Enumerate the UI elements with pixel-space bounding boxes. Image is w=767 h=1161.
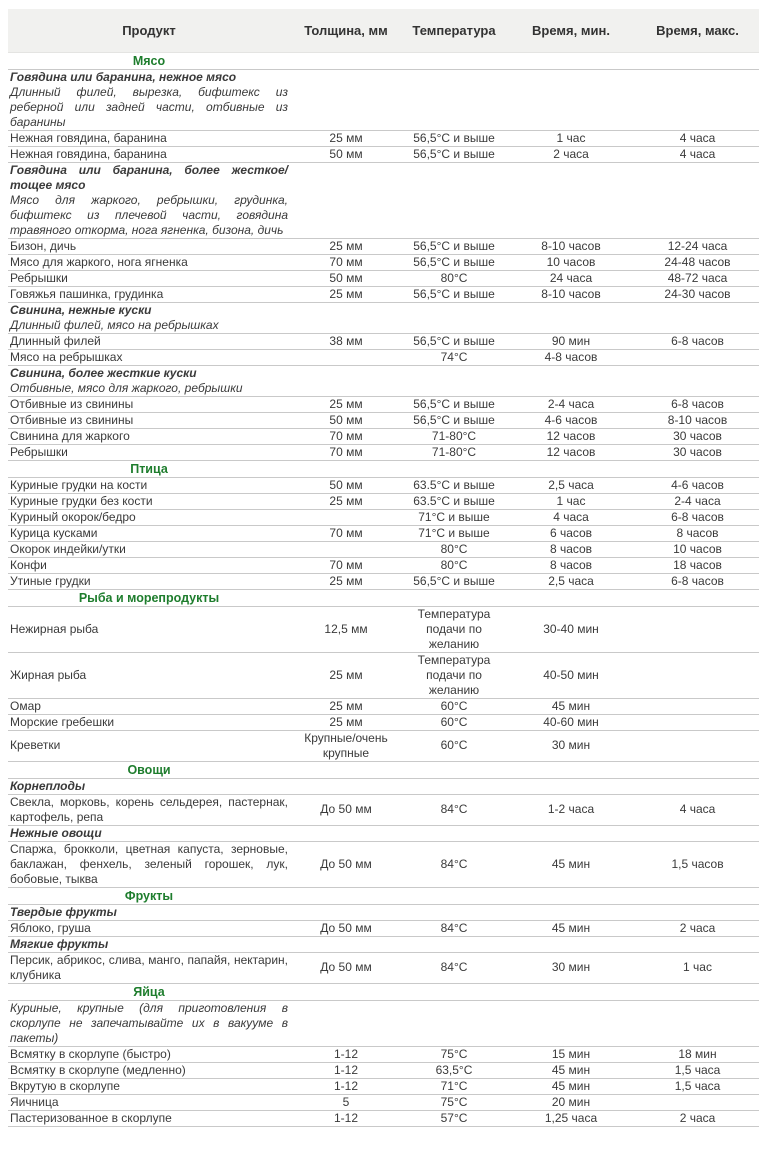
product-cell: Курица кусками (8, 525, 290, 541)
temperature-cell: 56,5°C и выше (402, 396, 506, 412)
product-cell: Ребрышки (8, 270, 290, 286)
table-row (8, 146, 759, 162)
section-cell (8, 983, 759, 1000)
table-row (8, 730, 759, 761)
temperature-cell: 75°C (402, 1094, 506, 1110)
temperature-cell: Температура подачи по желанию (402, 606, 506, 652)
time-min-cell: 8 часов (506, 557, 636, 573)
table-row (8, 952, 759, 983)
time-max-cell: 10 часов (636, 541, 759, 557)
temperature-cell: 60°C (402, 714, 506, 730)
time-max-cell: 24-30 часов (636, 286, 759, 302)
time-min-cell: 24 часа (506, 270, 636, 286)
product-cell: Утиные грудки (8, 573, 290, 589)
subsection-title: Мягкие фрукты (10, 936, 109, 951)
product-cell: Спаржа, брокколи, цветная капуста, зерновые, баклажан, фенхель, зеленый горошек, лук, бобовые, тыква (10, 841, 288, 886)
table-header (8, 9, 759, 52)
time-max-cell: 4 часа (636, 794, 759, 825)
thickness-cell: 50 мм (290, 270, 402, 286)
temperature-cell: 56,5°C и выше (402, 412, 506, 428)
subsection-row (8, 365, 759, 396)
subsection-cell (8, 936, 759, 952)
section-cell (8, 887, 759, 904)
table-row (8, 238, 759, 254)
time-min-cell: 30-40 мин (506, 606, 636, 652)
subsection-title: Свинина, нежные куски (10, 302, 152, 317)
temperature-cell: 71-80°C (402, 444, 506, 460)
section-cell (8, 761, 759, 778)
time-max-cell (636, 698, 759, 714)
thickness-cell: 70 мм (290, 428, 402, 444)
thickness-cell: 25 мм (290, 493, 402, 509)
table-row (8, 509, 759, 525)
time-max-cell: 4 часа (636, 130, 759, 146)
table-row (8, 1110, 759, 1126)
section-label: Фрукты (124, 888, 174, 903)
time-max-cell: 24-48 часов (636, 254, 759, 270)
product-cell: Куриные грудки без кости (8, 493, 290, 509)
time-max-cell (636, 606, 759, 652)
temperature-cell: 71°C и выше (402, 509, 506, 525)
product-cell: Яблоко, груша (8, 920, 290, 936)
time-max-cell: 6-8 часов (636, 333, 759, 349)
thickness-cell: 1-12 (290, 1078, 402, 1094)
thickness-cell: До 50 мм (290, 920, 402, 936)
subsection-title: Говядина или баранина, нежное мясо (10, 69, 237, 84)
time-min-cell: 2 часа (506, 146, 636, 162)
product-cell: Всмятку в скорлупе (медленно) (8, 1062, 290, 1078)
table-row (8, 1078, 759, 1094)
subsection-cell (8, 302, 759, 333)
temperature-cell: 84°C (402, 841, 506, 887)
subsection-description: Длинный филей, вырезка, бифштекс из реберной или задней части, отбивные из баранины (10, 84, 288, 129)
section-cell (8, 52, 759, 69)
table-row (8, 254, 759, 270)
table-row (8, 1094, 759, 1110)
thickness-cell: 50 мм (290, 477, 402, 493)
product-cell: Персик, абрикос, слива, манго, папайя, нектарин, клубника (10, 952, 288, 982)
product-cell: Куриные грудки на кости (8, 477, 290, 493)
thickness-cell: 1-12 (290, 1062, 402, 1078)
subsection-cell (8, 1000, 759, 1046)
thickness-cell: 25 мм (290, 698, 402, 714)
temperature-cell: 56,5°C и выше (402, 146, 506, 162)
time-min-cell: 8-10 часов (506, 286, 636, 302)
time-max-cell: 12-24 часа (636, 238, 759, 254)
temperature-cell: 80°C (402, 557, 506, 573)
temperature-cell: 74°C (402, 349, 506, 365)
table-row (8, 841, 759, 887)
temperature-cell: 71°C (402, 1078, 506, 1094)
time-min-cell: 12 часов (506, 444, 636, 460)
product-cell: Нежирная рыба (8, 606, 290, 652)
temperature-cell: Температура подачи по желанию (402, 652, 506, 698)
section-row (8, 460, 759, 477)
table-row (8, 557, 759, 573)
product-cell: Длинный филей (8, 333, 290, 349)
subsection-title: Твердые фрукты (10, 904, 117, 919)
time-max-cell: 1,5 часов (636, 841, 759, 887)
product-cell: Куриный окорок/бедро (8, 509, 290, 525)
temperature-cell: 60°C (402, 698, 506, 714)
table-row (8, 541, 759, 557)
time-min-cell: 4 часа (506, 509, 636, 525)
table-row (8, 525, 759, 541)
section-label: Птица (130, 461, 168, 476)
time-min-cell: 4-8 часов (506, 349, 636, 365)
table-body (8, 52, 759, 1126)
thickness-cell: 38 мм (290, 333, 402, 349)
product-cell: Нежная говядина, баранина (8, 130, 290, 146)
thickness-cell: 25 мм (290, 130, 402, 146)
subsection-title: Говядина или баранина, более жесткое/ тощее мясо (10, 162, 288, 192)
time-min-cell: 45 мин (506, 920, 636, 936)
subsection-cell (8, 825, 759, 841)
section-label: Рыба и морепродукты (78, 590, 220, 605)
thickness-cell (290, 541, 402, 557)
subsection-cell (8, 69, 759, 130)
subsection-title: Нежные овощи (10, 825, 102, 840)
time-max-cell (636, 652, 759, 698)
time-min-cell: 45 мин (506, 1062, 636, 1078)
time-min-cell: 1 час (506, 493, 636, 509)
col-header-time-min: Время, мин. (506, 9, 636, 52)
time-min-cell: 12 часов (506, 428, 636, 444)
table-row (8, 428, 759, 444)
subsection-row (8, 936, 759, 952)
product-cell: Свинина для жаркого (8, 428, 290, 444)
cooking-times-table (8, 9, 759, 1127)
section-row (8, 52, 759, 69)
product-cell: Морские гребешки (8, 714, 290, 730)
subsection-row (8, 302, 759, 333)
col-header-time-max: Время, макс. (636, 9, 759, 52)
thickness-cell: 70 мм (290, 525, 402, 541)
time-max-cell: 30 часов (636, 428, 759, 444)
time-max-cell: 8-10 часов (636, 412, 759, 428)
table-row (8, 606, 759, 652)
thickness-cell: 1-12 (290, 1046, 402, 1062)
table-row (8, 920, 759, 936)
subsection-title: Свинина, более жесткие куски (10, 365, 197, 380)
temperature-cell: 56,5°C и выше (402, 333, 506, 349)
thickness-cell: 25 мм (290, 238, 402, 254)
product-cell: Пастеризованное в скорлупе (8, 1110, 290, 1126)
time-max-cell: 2-4 часа (636, 493, 759, 509)
product-cell: Ребрышки (8, 444, 290, 460)
time-min-cell: 30 мин (506, 730, 636, 761)
subsection-description: Мясо для жаркого, ребрышки, грудинка, бифштекс из плечевой части, говядина травяного откорма, нога ягненка, бизона, дичь (10, 192, 288, 237)
section-row (8, 761, 759, 778)
temperature-cell: 84°C (402, 952, 506, 983)
col-header-temperature: Температура (402, 9, 506, 52)
product-cell: Окорок индейки/утки (8, 541, 290, 557)
table-row (8, 573, 759, 589)
subsection-row (8, 1000, 759, 1046)
temperature-cell: 84°C (402, 920, 506, 936)
time-min-cell: 90 мин (506, 333, 636, 349)
product-cell: Отбивные из свинины (8, 412, 290, 428)
time-min-cell: 15 мин (506, 1046, 636, 1062)
time-min-cell: 4-6 часов (506, 412, 636, 428)
product-cell: Говяжья пашинка, грудинка (8, 286, 290, 302)
table-row (8, 444, 759, 460)
time-max-cell: 4 часа (636, 146, 759, 162)
subsection-row (8, 904, 759, 920)
section-row (8, 589, 759, 606)
time-min-cell: 2,5 часа (506, 477, 636, 493)
time-min-cell: 6 часов (506, 525, 636, 541)
product-cell: Жирная рыба (8, 652, 290, 698)
product-cell: Нежная говядина, баранина (8, 146, 290, 162)
thickness-cell (290, 509, 402, 525)
thickness-cell: 25 мм (290, 714, 402, 730)
table-row (8, 698, 759, 714)
time-min-cell: 30 мин (506, 952, 636, 983)
temperature-cell: 63.5°C и выше (402, 493, 506, 509)
time-min-cell: 45 мин (506, 841, 636, 887)
table-row (8, 652, 759, 698)
thickness-cell: 25 мм (290, 652, 402, 698)
time-min-cell: 45 мин (506, 1078, 636, 1094)
temperature-cell: 56,5°C и выше (402, 254, 506, 270)
thickness-cell: 25 мм (290, 573, 402, 589)
thickness-cell: 70 мм (290, 444, 402, 460)
time-max-cell: 1,5 часа (636, 1062, 759, 1078)
thickness-cell: 70 мм (290, 557, 402, 573)
subsection-cell (8, 365, 759, 396)
temperature-cell: 75°C (402, 1046, 506, 1062)
section-row (8, 983, 759, 1000)
thickness-cell (290, 349, 402, 365)
col-header-thickness: Толщина, мм (290, 9, 402, 52)
product-cell: Вкрутую в скорлупе (8, 1078, 290, 1094)
time-min-cell: 1,25 часа (506, 1110, 636, 1126)
temperature-cell: 56,5°C и выше (402, 238, 506, 254)
time-min-cell: 10 часов (506, 254, 636, 270)
time-max-cell: 8 часов (636, 525, 759, 541)
table-row (8, 130, 759, 146)
section-row (8, 887, 759, 904)
thickness-cell: 50 мм (290, 412, 402, 428)
thickness-cell: 12,5 мм (290, 606, 402, 652)
product-cell: Всмятку в скорлупе (быстро) (8, 1046, 290, 1062)
subsection-description: Отбивные, мясо для жаркого, ребрышки (10, 380, 243, 395)
thickness-cell: 5 (290, 1094, 402, 1110)
temperature-cell: 80°C (402, 541, 506, 557)
temperature-cell: 63,5°C (402, 1062, 506, 1078)
table-row (8, 1062, 759, 1078)
table-row (8, 477, 759, 493)
table-row (8, 493, 759, 509)
subsection-cell (8, 778, 759, 794)
time-min-cell: 40-50 мин (506, 652, 636, 698)
temperature-cell: 80°C (402, 270, 506, 286)
temperature-cell: 56,5°C и выше (402, 573, 506, 589)
product-cell: Яичница (8, 1094, 290, 1110)
time-max-cell: 1 час (636, 952, 759, 983)
table-row (8, 349, 759, 365)
thickness-cell: 70 мм (290, 254, 402, 270)
section-label: Мясо (132, 53, 166, 68)
time-max-cell (636, 714, 759, 730)
time-min-cell: 45 мин (506, 698, 636, 714)
time-max-cell (636, 730, 759, 761)
subsection-description: Длинный филей, мясо на ребрышках (10, 317, 219, 332)
time-max-cell: 18 мин (636, 1046, 759, 1062)
product-cell: Омар (8, 698, 290, 714)
product-cell: Креветки (8, 730, 290, 761)
subsection-title: Корнеплоды (10, 778, 86, 793)
time-max-cell: 4-6 часов (636, 477, 759, 493)
thickness-cell: До 50 мм (290, 841, 402, 887)
time-min-cell: 20 мин (506, 1094, 636, 1110)
time-min-cell: 8 часов (506, 541, 636, 557)
time-min-cell: 1 час (506, 130, 636, 146)
subsection-row (8, 778, 759, 794)
time-max-cell: 1,5 часа (636, 1078, 759, 1094)
time-max-cell (636, 1094, 759, 1110)
table-row (8, 1046, 759, 1062)
subsection-cell (8, 904, 759, 920)
time-max-cell: 30 часов (636, 444, 759, 460)
time-max-cell: 6-8 часов (636, 573, 759, 589)
section-label: Яйца (133, 984, 165, 999)
temperature-cell: 84°C (402, 794, 506, 825)
time-min-cell: 2-4 часа (506, 396, 636, 412)
section-cell (8, 460, 759, 477)
time-max-cell: 2 часа (636, 920, 759, 936)
section-label: Овощи (127, 762, 171, 777)
product-cell: Конфи (8, 557, 290, 573)
time-max-cell: 48-72 часа (636, 270, 759, 286)
table-row (8, 714, 759, 730)
temperature-cell: 57°C (402, 1110, 506, 1126)
thickness-cell: До 50 мм (290, 794, 402, 825)
time-min-cell: 2,5 часа (506, 573, 636, 589)
product-cell: Отбивные из свинины (8, 396, 290, 412)
subsection-row (8, 825, 759, 841)
subsection-row (8, 162, 759, 238)
thickness-cell: Крупные/очень крупные (290, 730, 402, 761)
thickness-cell: До 50 мм (290, 952, 402, 983)
time-max-cell: 6-8 часов (636, 509, 759, 525)
table-row (8, 270, 759, 286)
time-min-cell: 40-60 мин (506, 714, 636, 730)
table-row (8, 794, 759, 825)
product-cell: Бизон, дичь (8, 238, 290, 254)
thickness-cell: 50 мм (290, 146, 402, 162)
time-max-cell: 18 часов (636, 557, 759, 573)
header-row (8, 9, 759, 52)
table-row (8, 333, 759, 349)
temperature-cell: 71°C и выше (402, 525, 506, 541)
product-cell: Мясо на ребрышках (8, 349, 290, 365)
time-min-cell: 8-10 часов (506, 238, 636, 254)
table-row (8, 396, 759, 412)
temperature-cell: 56,5°C и выше (402, 130, 506, 146)
subsection-cell (8, 162, 759, 238)
thickness-cell: 25 мм (290, 286, 402, 302)
temperature-cell: 63.5°C и выше (402, 477, 506, 493)
temperature-cell: 60°C (402, 730, 506, 761)
time-max-cell: 6-8 часов (636, 396, 759, 412)
subsection-row (8, 69, 759, 130)
section-cell (8, 589, 759, 606)
temperature-cell: 56,5°C и выше (402, 286, 506, 302)
product-cell: Мясо для жаркого, нога ягненка (8, 254, 290, 270)
col-header-product: Продукт (8, 9, 290, 52)
table-row (8, 412, 759, 428)
thickness-cell: 25 мм (290, 396, 402, 412)
subsection-description: Куриные, крупные (для приготовления в скорлупе не запечатывайте их в вакууме в пакеты) (10, 1000, 288, 1045)
time-max-cell: 2 часа (636, 1110, 759, 1126)
thickness-cell: 1-12 (290, 1110, 402, 1126)
product-cell: Свекла, морковь, корень сельдерея, пастернак, картофель, репа (10, 794, 288, 824)
time-max-cell (636, 349, 759, 365)
temperature-cell: 71-80°C (402, 428, 506, 444)
time-min-cell: 1-2 часа (506, 794, 636, 825)
table-row (8, 286, 759, 302)
